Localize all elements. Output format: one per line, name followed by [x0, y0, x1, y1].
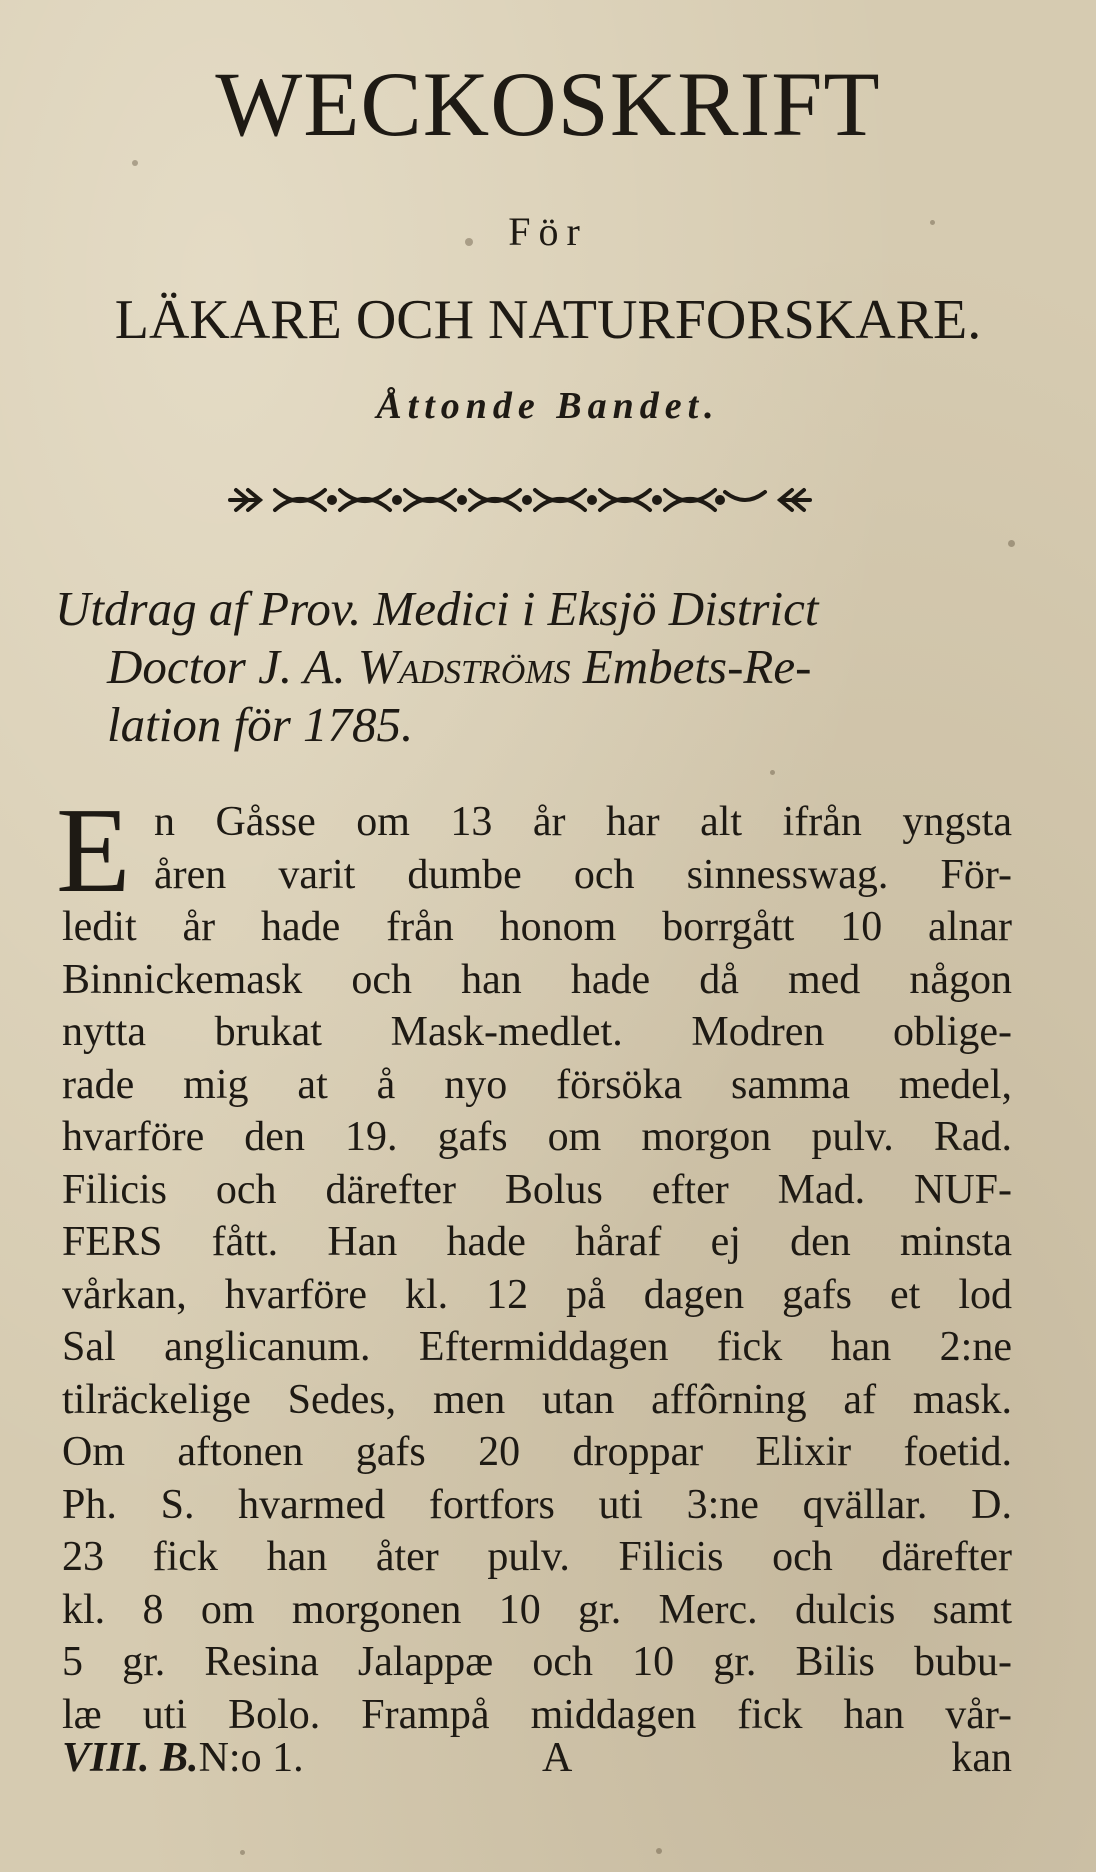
- body-line: rade mig at å nyo försöka samma medel,: [62, 1061, 1012, 1108]
- divider-ornament: [220, 470, 820, 530]
- heading-line-3: lation för 1785.: [107, 697, 414, 752]
- body-line: n Gåsse om 13 år har alt ifrån yngsta: [154, 799, 1012, 845]
- catchword: kan: [951, 1735, 1012, 1781]
- body-line: Ph. S. hvarmed fortfors uti 3:ne qvällar. D.: [62, 1481, 1012, 1528]
- drop-cap: E: [56, 783, 131, 918]
- body-line: Om aftonen gafs 20 droppar Elixir foetid.: [62, 1429, 1012, 1475]
- issue-number: N:o 1.: [198, 1735, 304, 1781]
- body-line: 5 gr. Resina Jalappæ och 10 gr. Bilis bubu-: [62, 1639, 1012, 1685]
- body-line: Filicis och därefter Bolus efter Mad. NUF-: [62, 1166, 1012, 1213]
- volume-label: Åttonde Bandet.: [376, 385, 720, 427]
- body-line: vårkan, hvarföre kl. 12 på dagen gafs et lod: [62, 1271, 1012, 1318]
- body-line: læ uti Bolo. Frampå middagen fick han vår-: [62, 1691, 1012, 1738]
- paper-speck: [240, 1850, 245, 1855]
- heading-line-2-end: Embets-Re-: [570, 639, 812, 694]
- heading-line-2-start: Doctor J. A.: [107, 639, 358, 694]
- paper-speck: [1008, 540, 1015, 547]
- body-line: Binnickemask och han hade då med någon: [62, 956, 1012, 1003]
- heading-line-1: Utdrag af Prov. Medici i Eksjö District: [55, 581, 819, 636]
- body-text: [62, 796, 1012, 1741]
- body-line: tilräckelige Sedes, men utan affôrning af mask.: [62, 1376, 1012, 1423]
- author-name: Wadströms: [357, 639, 571, 694]
- body-line: hvarföre den 19. gafs om morgon pulv. Rad.: [62, 1114, 1012, 1160]
- page-footer: [62, 1734, 1012, 1784]
- article-heading: [55, 580, 1015, 754]
- for-line: För: [508, 209, 588, 254]
- paper-speck: [656, 1848, 662, 1854]
- paper-speck: [770, 770, 775, 775]
- body-line: nytta brukat Mask-medlet. Modren oblige-: [62, 1009, 1012, 1055]
- body-line: åren varit dumbe och sinnesswag. För-: [154, 851, 1012, 898]
- heading-line-2: [55, 638, 1015, 696]
- journal-title: WECKOSKRIFT: [215, 53, 881, 155]
- body-line: 23 fick han åter pulv. Filicis och därefter: [62, 1534, 1012, 1580]
- body-line: kl. 8 om morgonen 10 gr. Merc. dulcis samt: [62, 1586, 1012, 1633]
- paper-speck: [132, 160, 138, 166]
- body-line: FERS fått. Han hade håraf ej den minsta: [62, 1219, 1012, 1265]
- signature-mark: [62, 1734, 304, 1782]
- gathering-letter: A: [542, 1735, 573, 1781]
- volume-signature: VIII. B.: [62, 1735, 199, 1781]
- body-line: Sal anglicanum. Eftermiddagen fick han 2:ne: [62, 1324, 1012, 1370]
- journal-subtitle: LÄKARE OCH NATURFORSKARE.: [114, 289, 982, 351]
- body-line: ledit år hade från honom borrgått 10 alnar: [62, 904, 1012, 950]
